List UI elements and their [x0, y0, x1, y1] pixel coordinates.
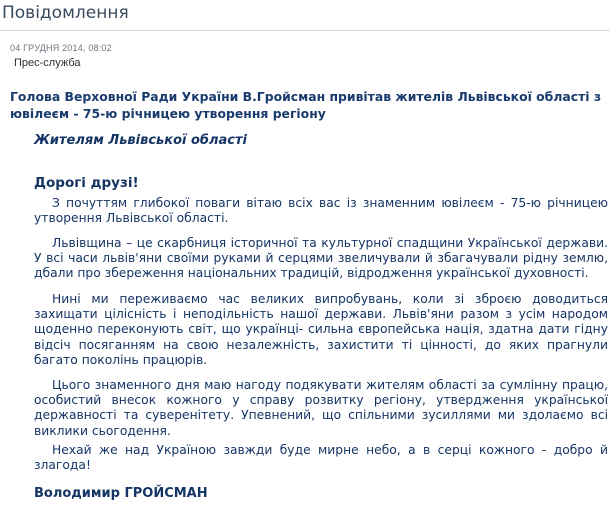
article-paragraph: Цього знаменного дня маю нагоду подякувати жителям області за сумлінну працю, особистий внесок кожного у справу розвитку регіону, утвердження української державності та суверенітету. Упевнений, що спільними зусиллями ми здолаємо всі виклики сьогодення. — [34, 378, 608, 438]
article-paragraph: Нині ми переживаємо час великих випробувань, коли зі зброєю доводиться захищати цілісність і неподільність нашої держави. Львів'яни разом з усім народом щоденно переконують світ, що українці- сильна європейська нація, здатна дати гідну відсіч посяганням на свою незалежність, захистити ті цінності, до яких прагнули багато поколінь працюрів. — [34, 292, 608, 367]
article-signature: Володимир ГРОЙСМАН — [34, 486, 208, 501]
page-header — [0, 0, 610, 31]
article-paragraph: Львівщина – це скарбниця історичної та культурної спадщини Української держави. У всі часи львів'яни своїми руками й серцями звеличували й збагачували рідну землю, дбали про збереження національних традицій, відродження української духовності. — [34, 236, 608, 281]
article-paragraph: Нехай же над Україною завжди буде мирне небо, а в серці кожного - добро й злагода! — [34, 443, 608, 473]
article-headline: Голова Верховної Ради України В.Гройсман привітав жителів Львівської області з ювілеєм - 75-ю річницею утворення регіону — [10, 89, 602, 121]
author-label[interactable]: Прес-служба — [14, 57, 81, 69]
article-address-line: Жителям Львівської області — [34, 133, 247, 148]
article-paragraph: З почуттям глибокої поваги вітаю всіх вас із знаменним ювілеєм - 75-ю річницею утворення Львівської області. — [34, 196, 608, 226]
article-greeting: Дорогі друзі! — [34, 175, 139, 191]
page-title: Повідомлення — [2, 3, 129, 23]
publish-date: 04 ГРУДНЯ 2014, 08:02 — [10, 43, 112, 53]
